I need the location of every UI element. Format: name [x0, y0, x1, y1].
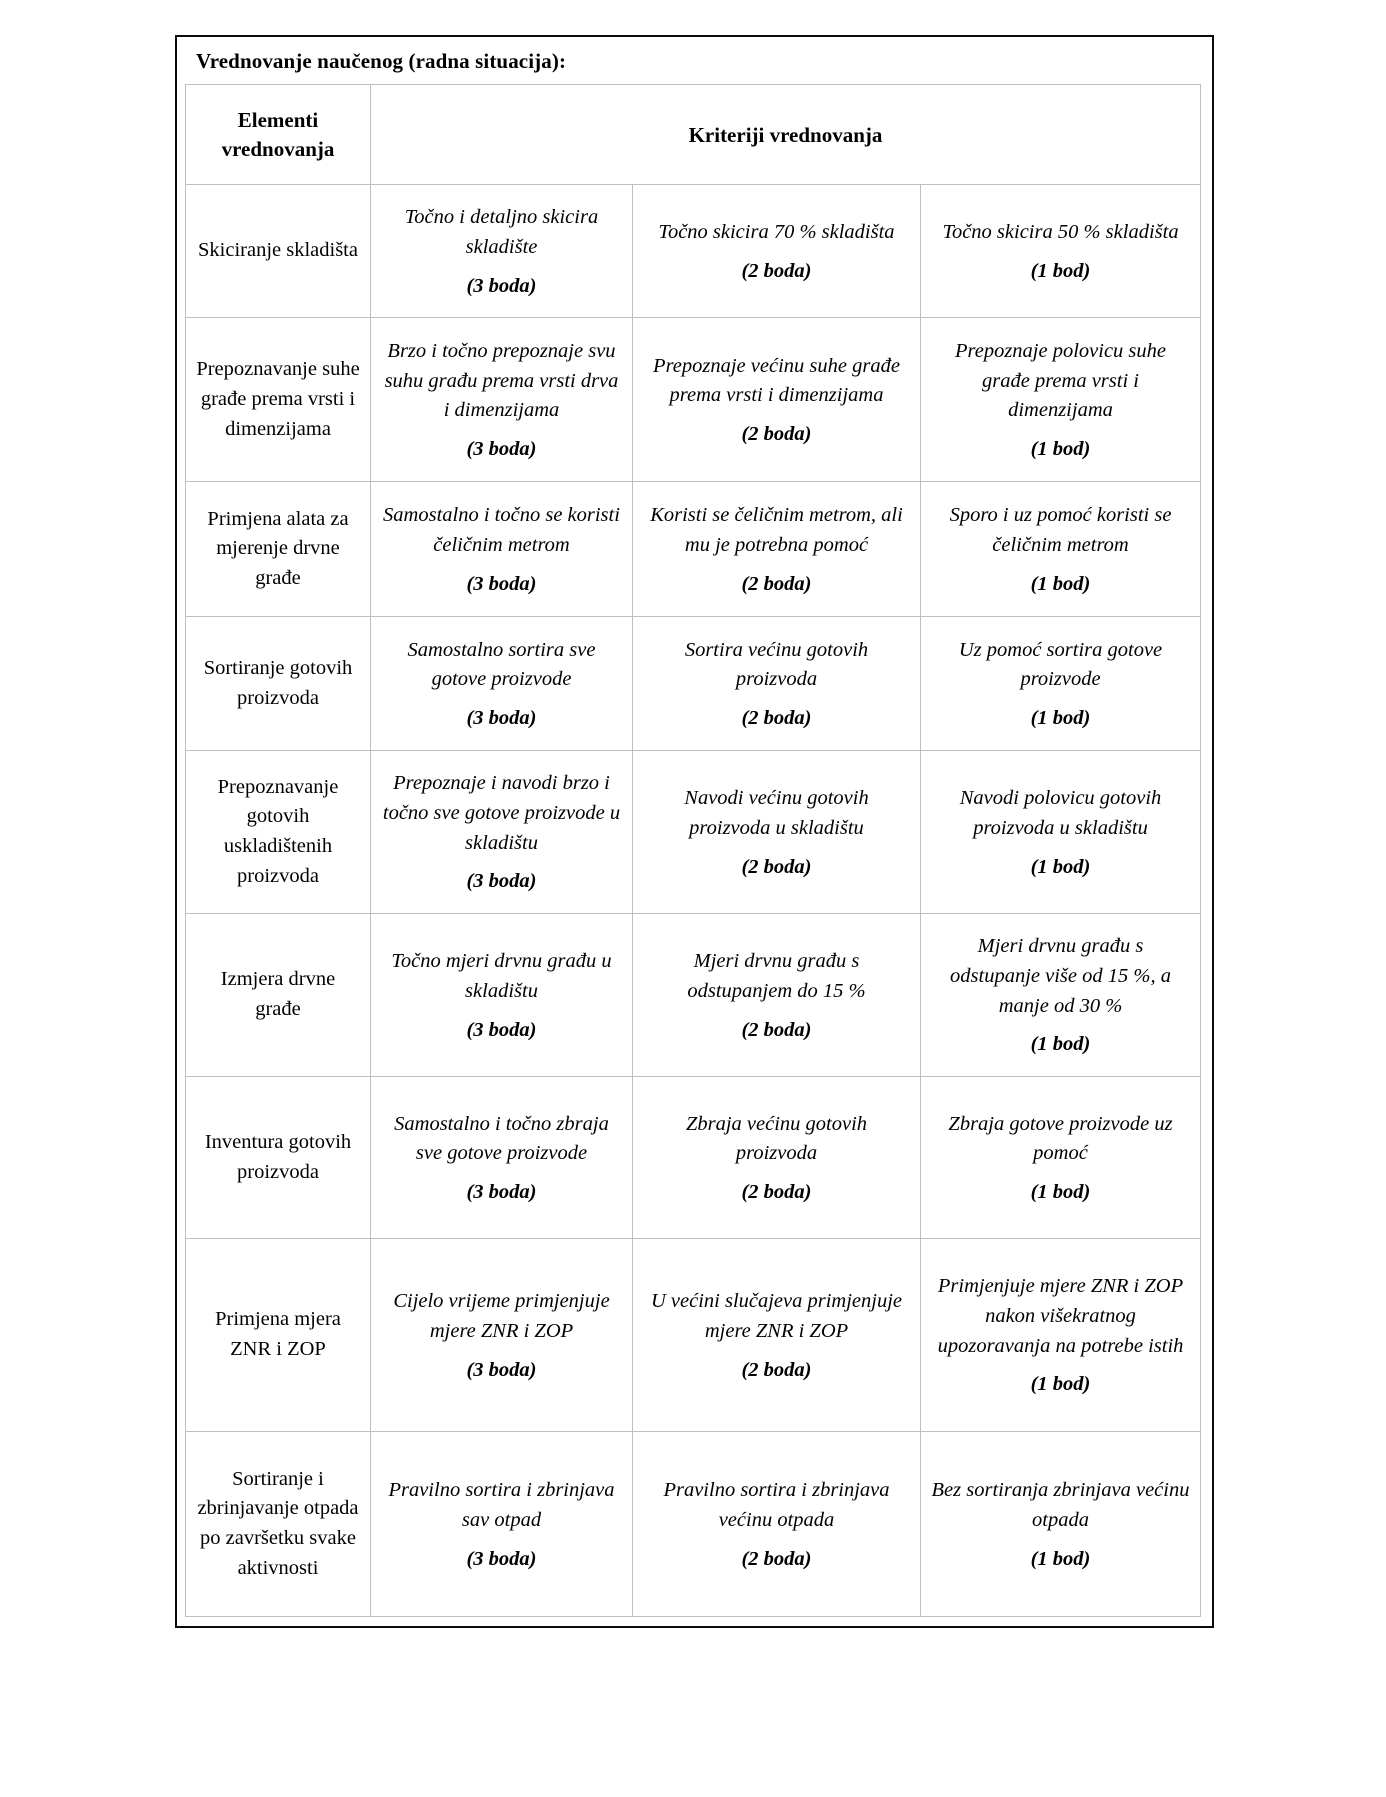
criteria-text: Točno skicira 70 % skladišta [658, 221, 895, 243]
document-title: Vrednovanje naučenog (radna situacija): [196, 49, 567, 73]
criteria-points: (3 boda) [466, 437, 537, 460]
criteria-cell [921, 185, 1201, 318]
criteria-cell [921, 482, 1201, 617]
criteria-points: (2 boda) [741, 1358, 812, 1381]
criteria-cell [633, 482, 921, 617]
criteria-points: (3 boda) [466, 1547, 537, 1570]
criteria-points: (3 boda) [466, 1018, 537, 1041]
table-row [186, 482, 1201, 617]
criteria-points: (1 bod) [1030, 572, 1091, 595]
criteria-cell [371, 617, 633, 751]
criteria-cell [633, 1432, 921, 1617]
criteria-cell [921, 1432, 1201, 1617]
table-row [186, 185, 1201, 318]
table-row [186, 318, 1201, 482]
criteria-cell [371, 914, 633, 1077]
criteria-cell [633, 1077, 921, 1239]
criteria-cell [633, 318, 921, 482]
criteria-cell [633, 1239, 921, 1432]
criteria-points: (2 boda) [741, 707, 812, 730]
criteria-cell [921, 1077, 1201, 1239]
header-elements: Elementi vrednovanja [186, 85, 371, 185]
criteria-text: Sporo i uz pomoć koristi se čeličnim metrom [949, 504, 1172, 556]
element-cell: Skiciranje skladišta [186, 185, 371, 318]
criteria-text: Mjeri drvnu građu s odstupanje više od 15 %, a manje od 30 % [950, 935, 1171, 1017]
criteria-points: (1 bod) [1030, 1547, 1091, 1570]
criteria-cell [921, 318, 1201, 482]
criteria-points: (3 boda) [466, 1181, 537, 1204]
evaluation-rubric-table [185, 84, 1201, 1617]
criteria-cell [633, 914, 921, 1077]
element-cell: Prepoznavanje gotovih uskladištenih proizvoda [186, 751, 371, 914]
criteria-points: (2 boda) [741, 259, 812, 282]
criteria-points: (3 boda) [466, 707, 537, 730]
criteria-text: Navodi polovicu gotovih proizvoda u skladištu [959, 787, 1162, 839]
criteria-points: (1 bod) [1030, 707, 1091, 730]
criteria-text: Zbraja gotove proizvode uz pomoć [948, 1112, 1173, 1165]
criteria-cell [921, 1239, 1201, 1432]
element-cell: Inventura gotovih proizvoda [186, 1077, 371, 1239]
criteria-cell [371, 1432, 633, 1617]
criteria-text: Cijelo vrijeme primjenjuje mjere ZNR i ZOP [393, 1290, 610, 1342]
criteria-text: Mjeri drvnu građu s odstupanjem do 15 % [687, 950, 866, 1002]
criteria-points: (2 boda) [741, 423, 812, 446]
criteria-points: (1 bod) [1030, 259, 1091, 282]
criteria-text: Koristi se čeličnim metrom, ali mu je potrebna pomoć [650, 504, 903, 556]
criteria-cell [633, 617, 921, 751]
criteria-cell [371, 751, 633, 914]
criteria-points: (3 boda) [466, 870, 537, 893]
criteria-points: (3 boda) [466, 572, 537, 595]
criteria-points: (2 boda) [741, 1018, 812, 1041]
element-cell: Sortiranje i zbrinjavanje otpada po završetku svake aktivnosti [186, 1432, 371, 1617]
criteria-cell [633, 185, 921, 318]
criteria-text: Točno skicira 50 % skladišta [942, 221, 1179, 243]
criteria-points: (1 bod) [1030, 1373, 1091, 1396]
criteria-text: Prepoznaje većinu suhe građe prema vrsti i dimenzijama [653, 354, 900, 407]
criteria-cell [371, 482, 633, 617]
criteria-cell [633, 751, 921, 914]
criteria-points: (3 boda) [466, 1358, 537, 1381]
criteria-text: Samostalno i točno zbraja sve gotove proizvode [394, 1112, 609, 1165]
criteria-cell [921, 914, 1201, 1077]
element-cell: Izmjera drvne građe [186, 914, 371, 1077]
table-header-row [186, 85, 1201, 185]
table-row [186, 617, 1201, 751]
evaluation-document-frame [175, 35, 1214, 1628]
criteria-cell [371, 1077, 633, 1239]
criteria-text: Pravilno sortira i zbrinjava sav otpad [388, 1479, 615, 1531]
table-row [186, 1432, 1201, 1617]
criteria-text: Zbraja većinu gotovih proizvoda [685, 1112, 868, 1165]
element-cell: Primjena alata za mjerenje drvne građe [186, 482, 371, 617]
table-row [186, 914, 1201, 1077]
criteria-cell [371, 1239, 633, 1432]
criteria-text: Pravilno sortira i zbrinjava većinu otpada [663, 1479, 890, 1531]
criteria-points: (2 boda) [741, 572, 812, 595]
criteria-text: Samostalno i točno se koristi čeličnim metrom [383, 504, 620, 556]
criteria-cell [371, 318, 633, 482]
criteria-points: (2 boda) [741, 1181, 812, 1204]
criteria-points: (2 boda) [741, 855, 812, 878]
criteria-text: Uz pomoć sortira gotove proizvode [958, 638, 1163, 691]
header-criteria: Kriteriji vrednovanja [371, 85, 1201, 185]
table-row [186, 751, 1201, 914]
criteria-text: Brzo i točno prepoznaje svu suhu građu prema vrsti drva i dimenzijama [384, 339, 619, 422]
criteria-text: Prepoznaje i navodi brzo i točno sve gotove proizvode u skladištu [382, 772, 621, 854]
table-row [186, 1239, 1201, 1432]
criteria-points: (2 boda) [741, 1547, 812, 1570]
criteria-text: U većini slučajeva primjenjuje mjere ZNR i ZOP [650, 1290, 903, 1342]
criteria-points: (1 bod) [1030, 1181, 1091, 1204]
element-cell: Sortiranje gotovih proizvoda [186, 617, 371, 751]
element-cell: Prepoznavanje suhe građe prema vrsti i dimenzijama [186, 318, 371, 482]
criteria-cell [921, 751, 1201, 914]
criteria-points: (1 bod) [1030, 855, 1091, 878]
criteria-text: Sortira većinu gotovih proizvoda [684, 638, 869, 691]
criteria-text: Točno mjeri drvnu građu u skladištu [391, 950, 612, 1002]
criteria-points: (3 boda) [466, 274, 537, 297]
criteria-text: Prepoznaje polovicu suhe građe prema vrsti i dimenzijama [954, 339, 1167, 422]
element-cell: Primjena mjera ZNR i ZOP [186, 1239, 371, 1432]
criteria-points: (1 bod) [1030, 437, 1091, 460]
criteria-text: Točno i detaljno skicira skladište [404, 206, 599, 258]
criteria-text: Samostalno sortira sve gotove proizvode [407, 638, 596, 691]
criteria-text: Primjenjuje mjere ZNR i ZOP nakon višekratnog upozoravanja na potrebe istih [937, 1275, 1184, 1357]
table-row [186, 1077, 1201, 1239]
criteria-text: Bez sortiranja zbrinjava većinu otpada [931, 1479, 1190, 1531]
criteria-cell [921, 617, 1201, 751]
criteria-text: Navodi većinu gotovih proizvoda u skladištu [684, 787, 869, 839]
criteria-cell [371, 185, 633, 318]
criteria-points: (1 bod) [1030, 1033, 1091, 1056]
